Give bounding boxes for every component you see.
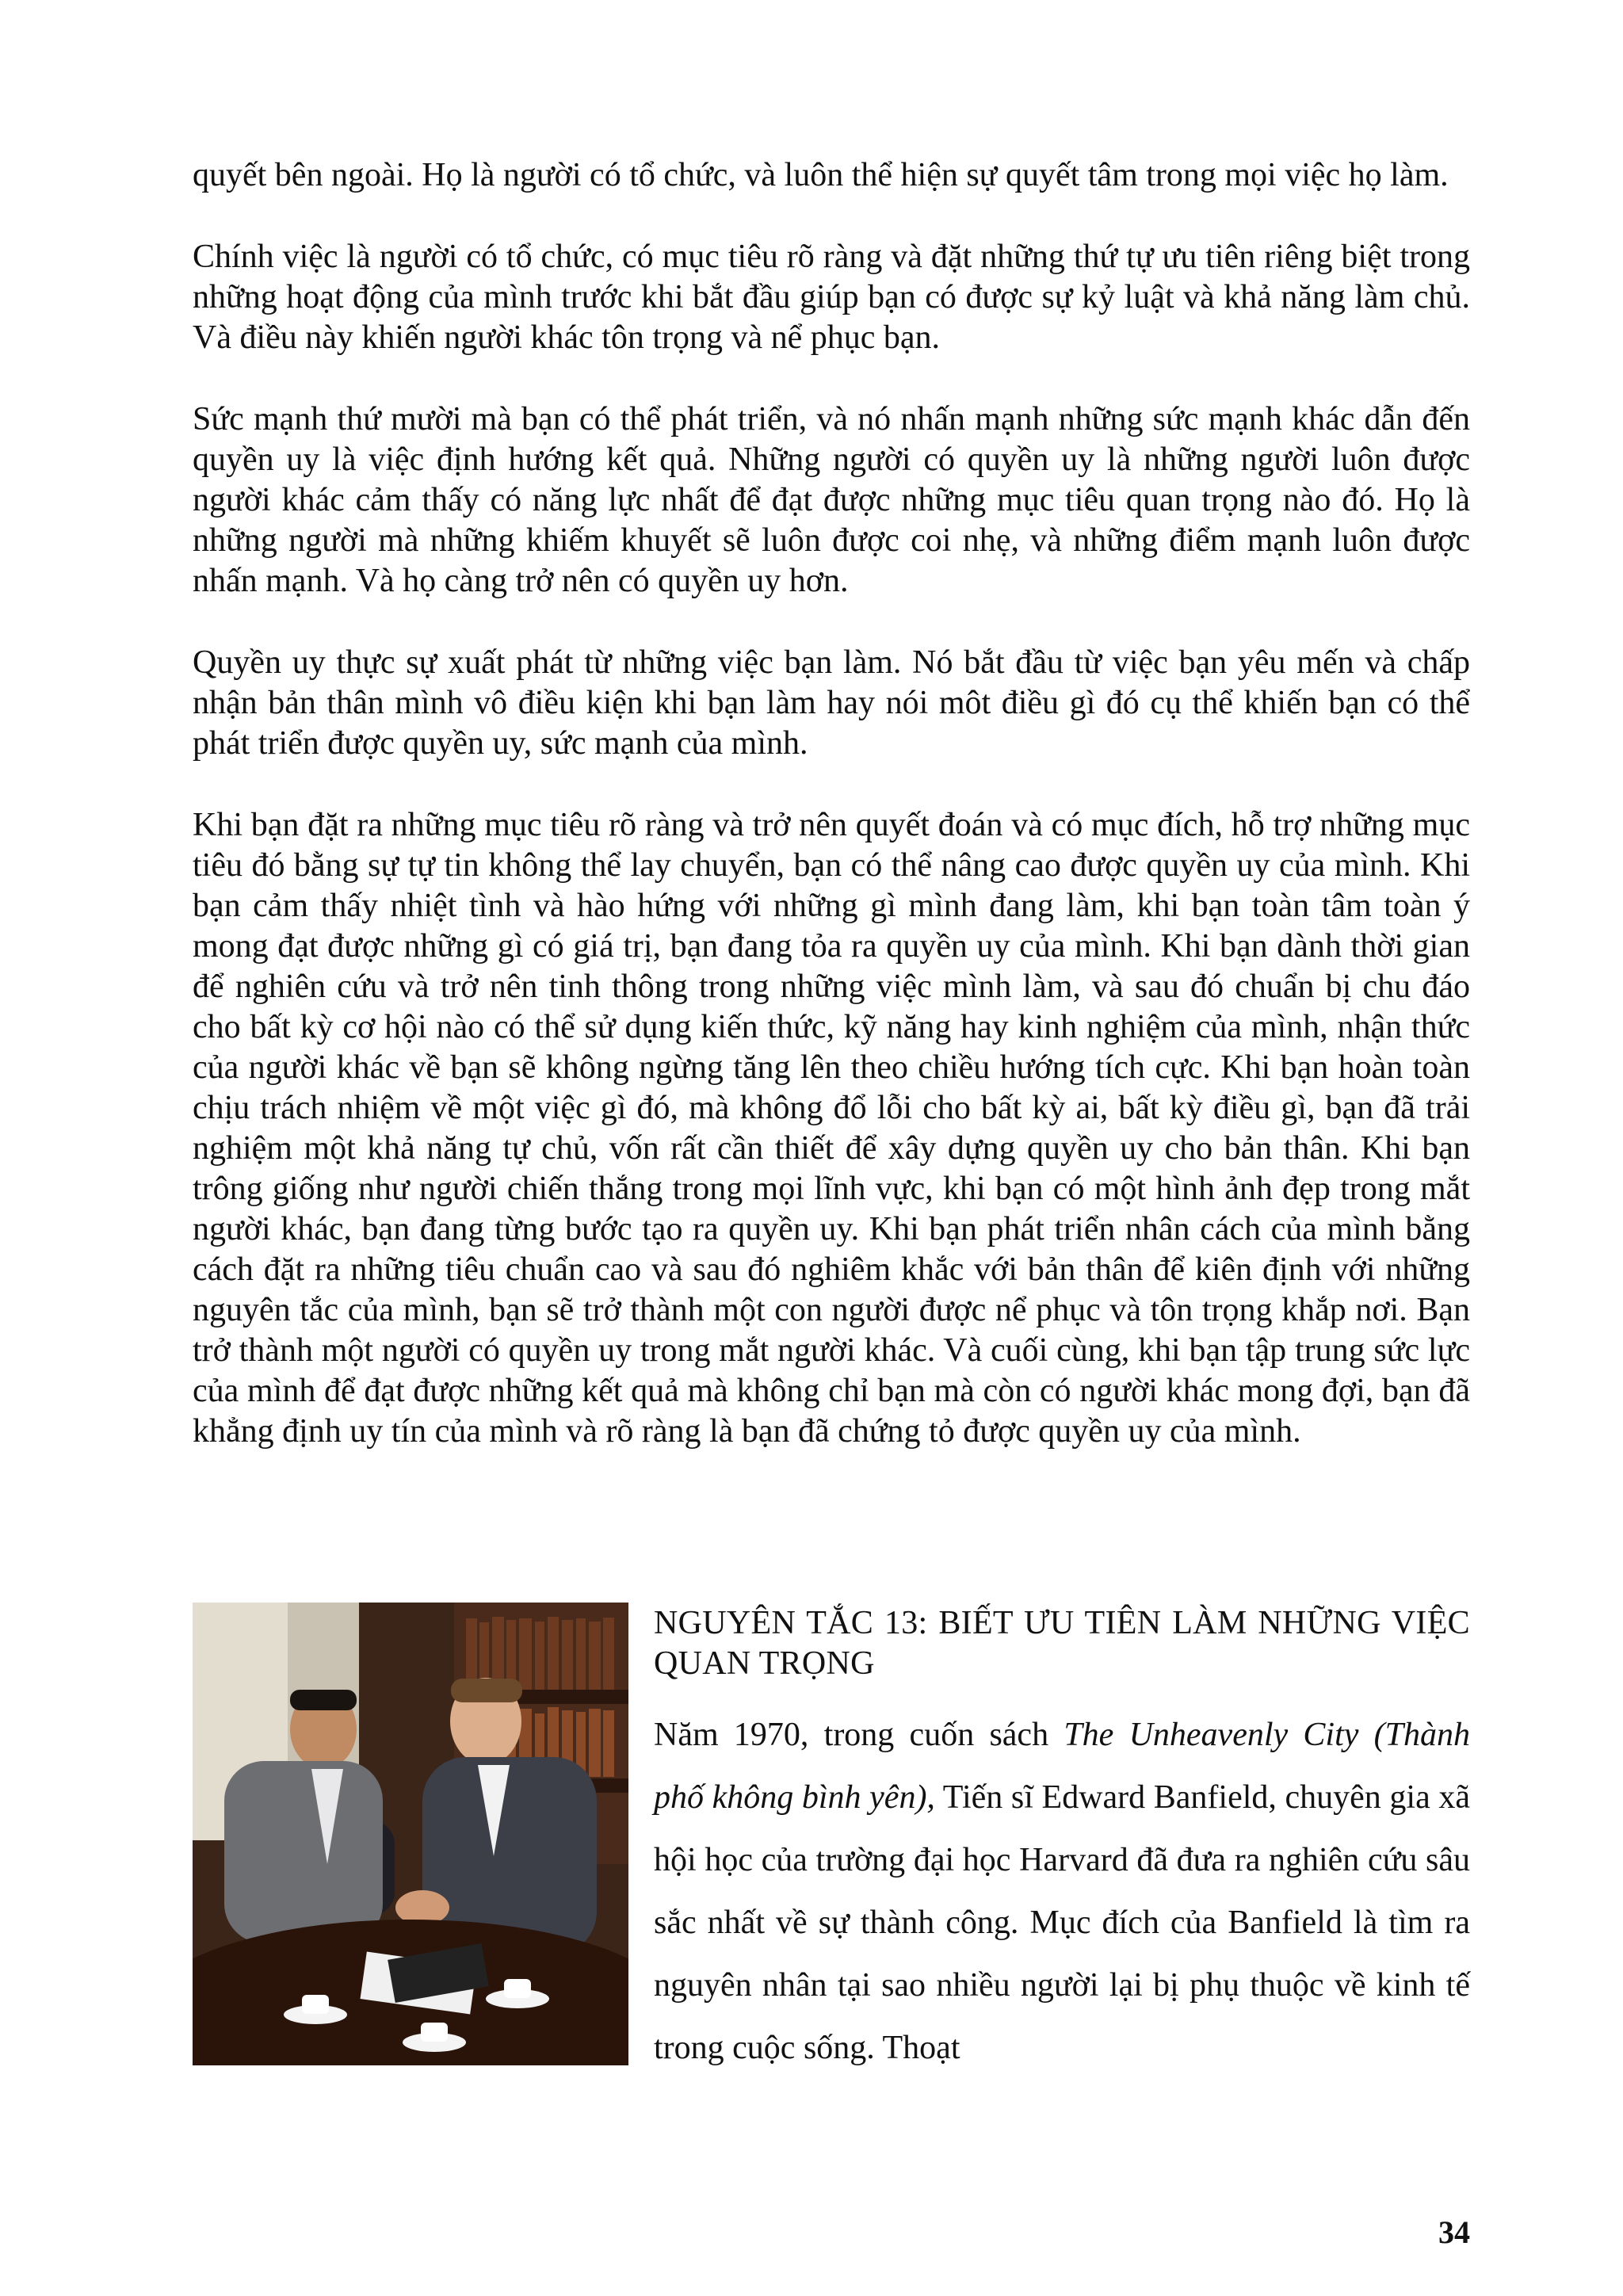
paragraph: Sức mạnh thứ mười mà bạn có thể phát triển, và nó nhấn mạnh những sức mạnh khác dẫn đến quyền uy là việc định hướng kết quả. Những người có quyền uy là những người luôn được người khác cảm thấy có năng lực nhất để đạt được những mục tiêu quan trọng nào đó. Họ là những người mà những khiếm khuyết sẽ luôn được coi nhẹ, và những điểm mạnh luôn được nhấn mạnh. Và họ càng trở nên có quyền uy hơn. <box>193 401 1470 599</box>
section-text-after: Tiến sĩ Edward Banfield, chuyên gia xã hội học của trường đại học Harvard đã đưa ra nghiên cứu sâu sắc nhất về sự thành công. Mục đích của Banfield là tìm ra nguyên nhân tại sao nhiều người lại bị phụ thuộc về kinh tế trong cuộc sống. Thoạt <box>654 1779 1470 2066</box>
section-paragraph <box>654 1704 1470 2080</box>
business-handshake-photo <box>193 1603 628 2065</box>
book-title: The Unheavenly City (Thành phố không bình yên), <box>654 1717 1470 1816</box>
section-heading: NGUYÊN TẮC 13: BIẾT ƯU TIÊN LÀM NHỮNG VIỆC QUAN TRỌNG <box>654 1605 1470 1682</box>
page-number: 34 <box>1438 2214 1470 2250</box>
paragraph: Khi bạn đặt ra những mục tiêu rõ ràng và trở nên quyết đoán và có mục đích, hỗ trợ những mục tiêu đó bằng sự tự tin không thể lay chuyển, bạn có thể nâng cao được quyền uy của mình. Khi bạn cảm thấy nhiệt tình và hào hứng với những gì mình đang làm, khi bạn toàn tâm toàn ý mong đạt được những gì có giá trị, bạn đang tỏa ra quyền uy của mình. Khi bạn dành thời gian để nghiên cứu và trở nên tinh thông trong những việc mình làm, và sau đó chuẩn bị chu đáo cho bất kỳ cơ hội nào có thể sử dụng kiến thức, kỹ năng hay kinh nghiệm của mình, nhận thức của người khác về bạn sẽ không ngừng tăng lên theo chiều hướng tích cực. Khi bạn hoàn toàn chịu trách nhiệm về một việc gì đó, mà không đổ lỗi cho bất kỳ ai, bất kỳ điều gì, bạn đã trải nghiệm một khả năng tự chủ, vốn rất cần thiết để xây dựng quyền uy cho bản thân. Khi bạn trông giống như người chiến thắng trong mọi lĩnh vực, khi bạn có một hình ảnh đẹp trong mắt người khác, bạn đang từng bước tạo ra quyền uy. Khi bạn phát triển nhân cách của mình bằng cách đặt ra những tiêu chuẩn cao và sau đó nghiêm khắc với bản thân để kiên định với những nguyên tắc của mình, bạn sẽ trở thành một con người được nể phục và tôn trọng khắp nơi. Bạn trở thành một người có quyền uy trong mắt người khác. Và cuối cùng, khi bạn tập trung sức lực của mình để đạt được những kết quả mà không chỉ bạn mà còn có người khác mong đợi, bạn đã khẳng định uy tín của mình và rõ ràng là bạn đã chứng tỏ được quyền uy của mình. <box>193 807 1470 1450</box>
body-text <box>193 155 1470 1493</box>
paragraph: quyết bên ngoài. Họ là người có tổ chức, và luôn thể hiện sự quyết tâm trong mọi việc họ làm. <box>193 157 1449 193</box>
paragraph: Quyền uy thực sự xuất phát từ những việc bạn làm. Nó bắt đầu từ việc bạn yêu mến và chấp nhận bản thân mình vô điều kiện khi bạn làm hay nói môt điều gì đó cụ thể khiến bạn có thể phát triển được quyền uy, sức mạnh của mình. <box>193 644 1470 762</box>
paragraph: Chính việc là người có tổ chức, có mục tiêu rõ ràng và đặt những thứ tự ưu tiên riêng biệt trong những hoạt động của mình trước khi bắt đầu giúp bạn có được sự kỷ luật và khả năng làm chủ. Và điều này khiến người khác tôn trọng và nể phục bạn. <box>193 239 1470 356</box>
section-text-before: Năm 1970, trong cuốn sách <box>654 1717 1064 1753</box>
section-block <box>654 1603 1470 2080</box>
